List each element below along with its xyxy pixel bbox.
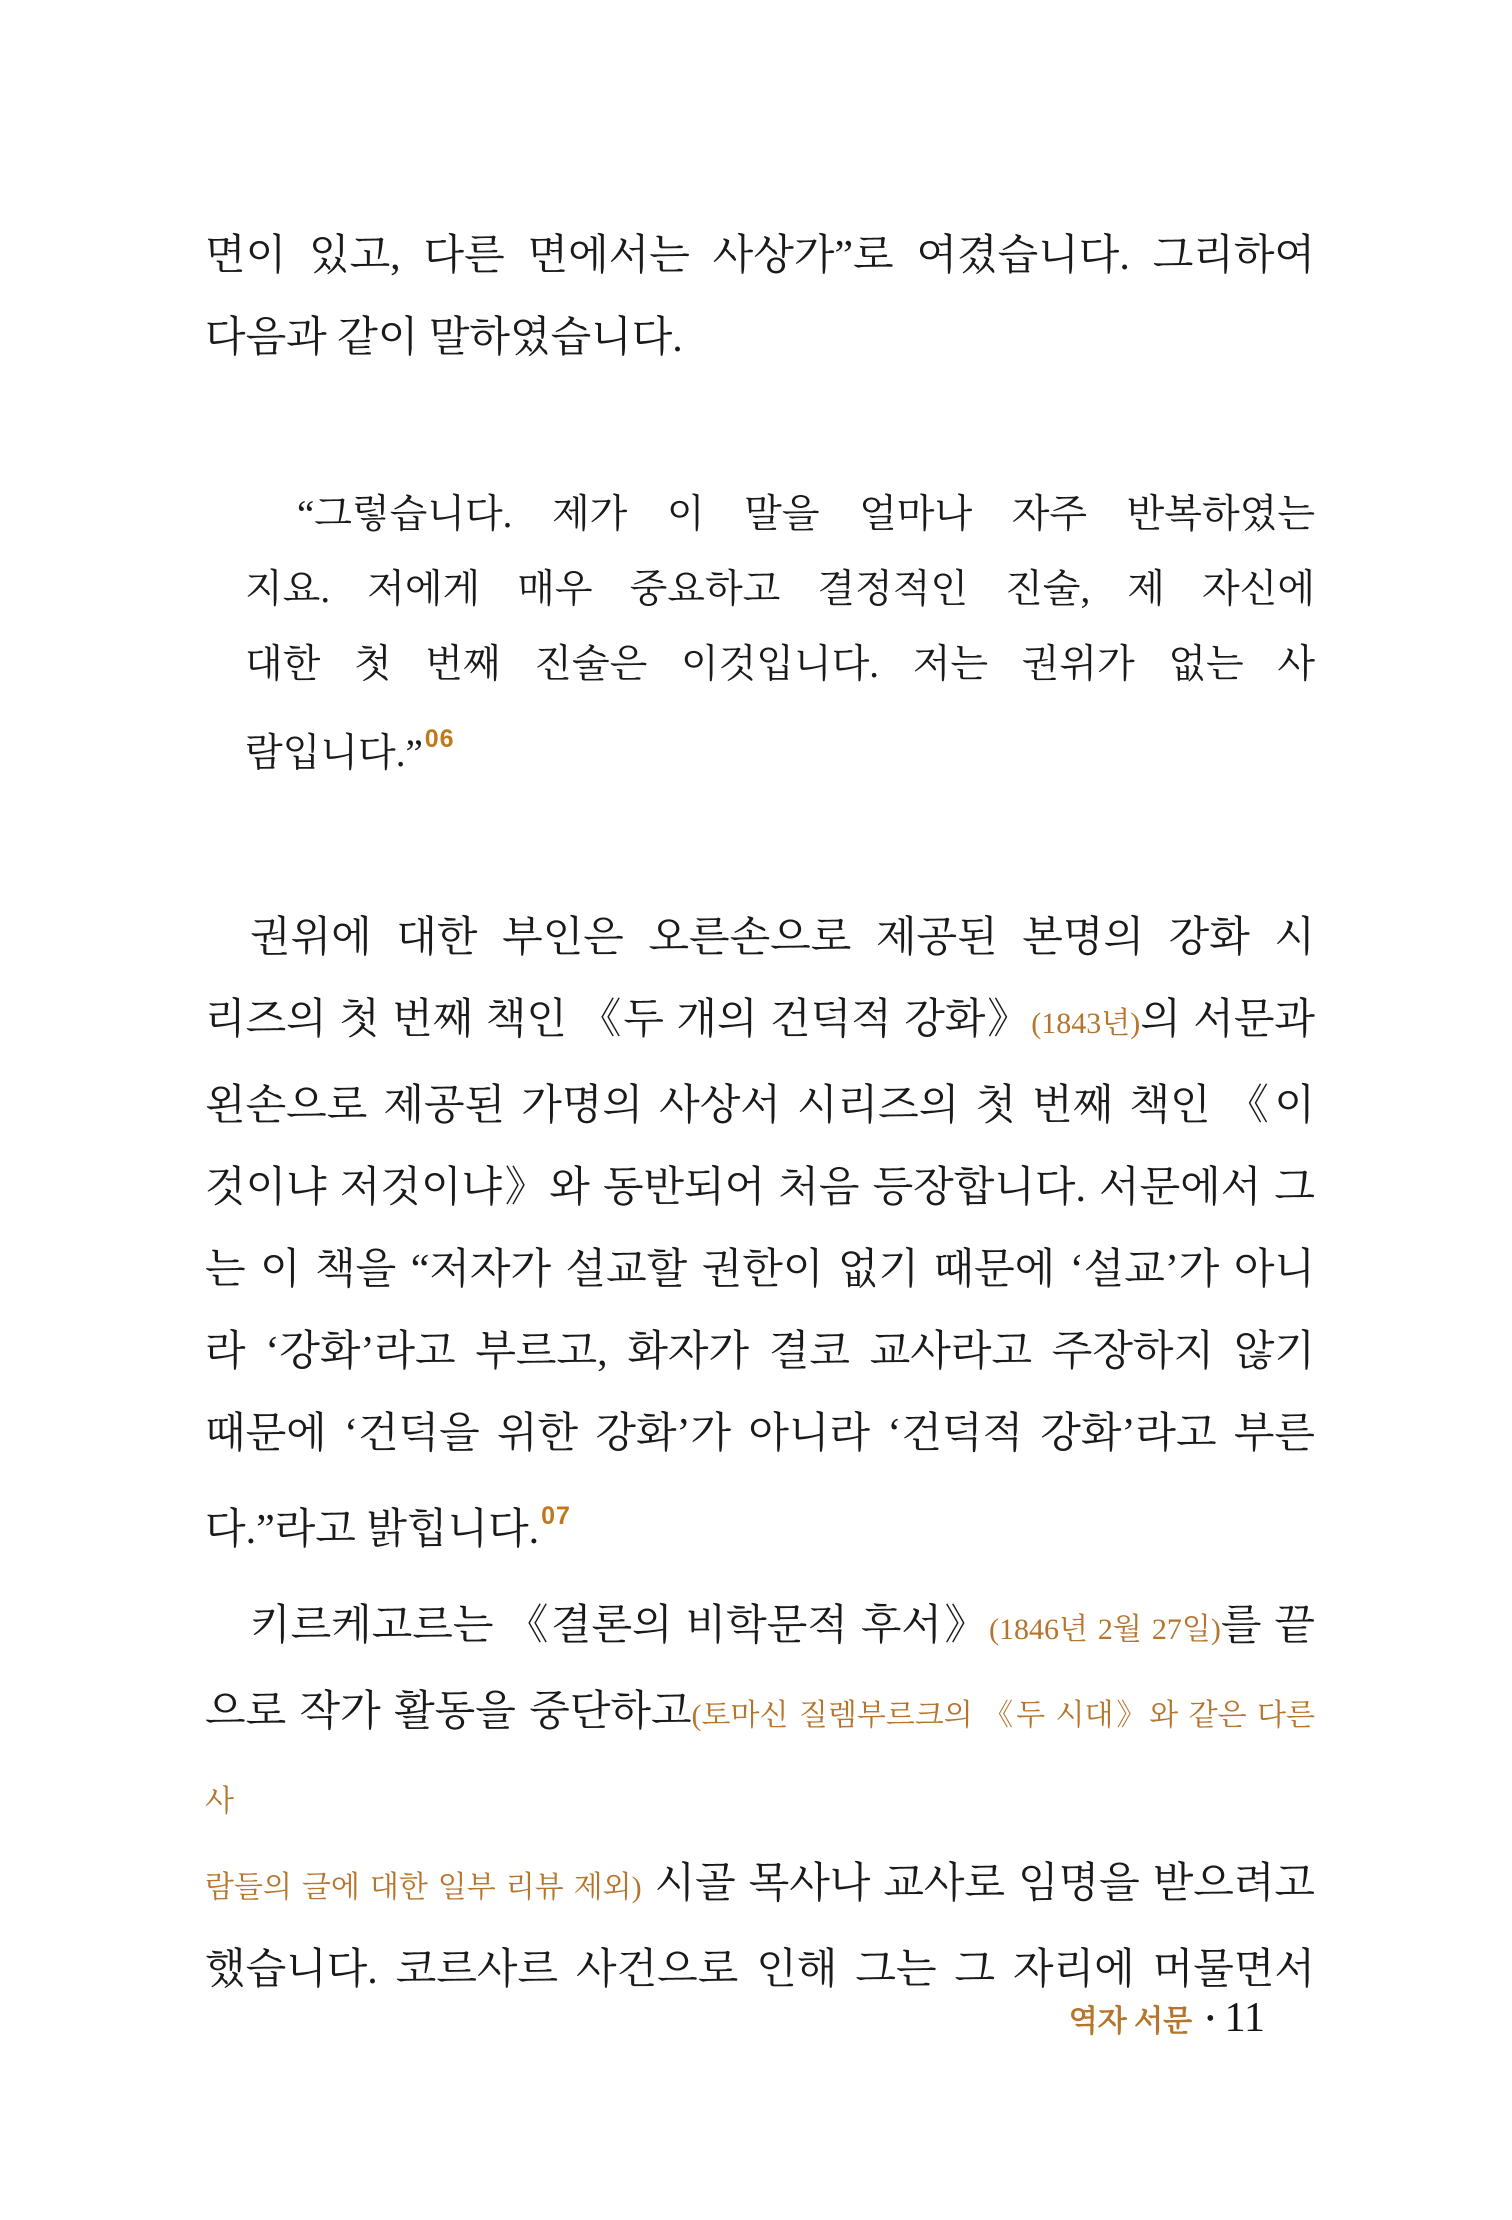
paragraph-2 xyxy=(205,897,1315,1571)
text-line xyxy=(205,1671,1315,1843)
body-text: 키르케고르는 《결론의 비학문적 후서》 xyxy=(250,1603,989,1649)
page-number: 11 xyxy=(1224,1995,1265,2041)
text-line: 다음과 같이 말하였습니다. xyxy=(205,315,683,361)
inline-annotation-date: (1846년 2월 27일) xyxy=(988,1613,1221,1646)
text-line: 것이냐 저것이냐》와 동반되어 처음 등장합니다. 서문에서 그 xyxy=(205,1165,1315,1211)
text-line: 때문에 ‘건덕을 위한 강화’가 아니라 ‘건덕적 강화’라고 부른 xyxy=(205,1411,1315,1457)
text-line: 면이 있고, 다른 면에서는 사상가”로 여겼습니다. 그리하여 xyxy=(205,233,1315,279)
text-line: 라 ‘강화’라고 부르고, 화자가 결코 교사라고 주장하지 않기 xyxy=(205,1329,1315,1375)
body-text: 리즈의 첫 번째 책인 《두 개의 건덕적 강화》 xyxy=(205,997,1032,1043)
section-label: 역자 서문 xyxy=(1068,2005,1193,2038)
quote-line: 대한 첫 번째 진술은 이것입니다. 저는 권위가 없는 사 xyxy=(245,643,1315,686)
text-line: 했습니다. 코르사르 사건으로 인해 그는 그 자리에 머물면서 xyxy=(205,1947,1315,1993)
body-text: 를 끝 xyxy=(1220,1603,1315,1649)
footnote-ref-07: 07 xyxy=(541,1502,571,1530)
inline-annotation-note-start: (토마신 질렘부르크의 《두 시대》와 같은 다른 사 xyxy=(205,1699,1316,1818)
footnote-ref-06: 06 xyxy=(424,725,455,753)
quote-last-line xyxy=(245,702,1315,791)
block-quote xyxy=(245,477,1315,791)
page-content xyxy=(205,215,1315,2011)
text-line: 권위에 대한 부인은 오른손으로 제공된 본명의 강화 시 xyxy=(250,915,1315,961)
quote-line: “그렇습니다. 제가 이 말을 얼마나 자주 반복하였는 xyxy=(297,493,1315,536)
text-line xyxy=(205,1475,1315,1571)
text-line: 왼손으로 제공된 가명의 사상서 시리즈의 첫 번째 책인 《이 xyxy=(205,1083,1315,1129)
paragraph-3 xyxy=(205,1585,1315,2011)
body-text: 의 서문과 xyxy=(1140,997,1315,1043)
body-text: 다.”라고 밝힙니다. xyxy=(205,1507,540,1553)
separator-dot: • xyxy=(1206,2006,1215,2032)
inline-annotation-year: (1843년) xyxy=(1031,1007,1141,1040)
page-footer xyxy=(205,1992,1265,2053)
text-line xyxy=(205,979,1315,1065)
body-text: 시골 목사나 교사로 임명을 받으려고 xyxy=(641,1861,1315,1907)
paragraph-intro xyxy=(205,215,1315,379)
quote-line: 지요. 저에게 매우 중요하고 결정적인 진술, 제 자신에 xyxy=(245,568,1315,611)
body-text: 으로 작가 활동을 중단하고 xyxy=(205,1689,692,1735)
text-line xyxy=(205,1585,1315,1671)
text-line: 는 이 책을 “저자가 설교할 권한이 없기 때문에 ‘설교’가 아니 xyxy=(205,1247,1315,1293)
text-line xyxy=(205,1843,1315,1929)
inline-annotation-note-end: 람들의 글에 대한 일부 리뷰 제외) xyxy=(205,1871,642,1904)
quote-text: 람입니다.” xyxy=(245,732,423,775)
